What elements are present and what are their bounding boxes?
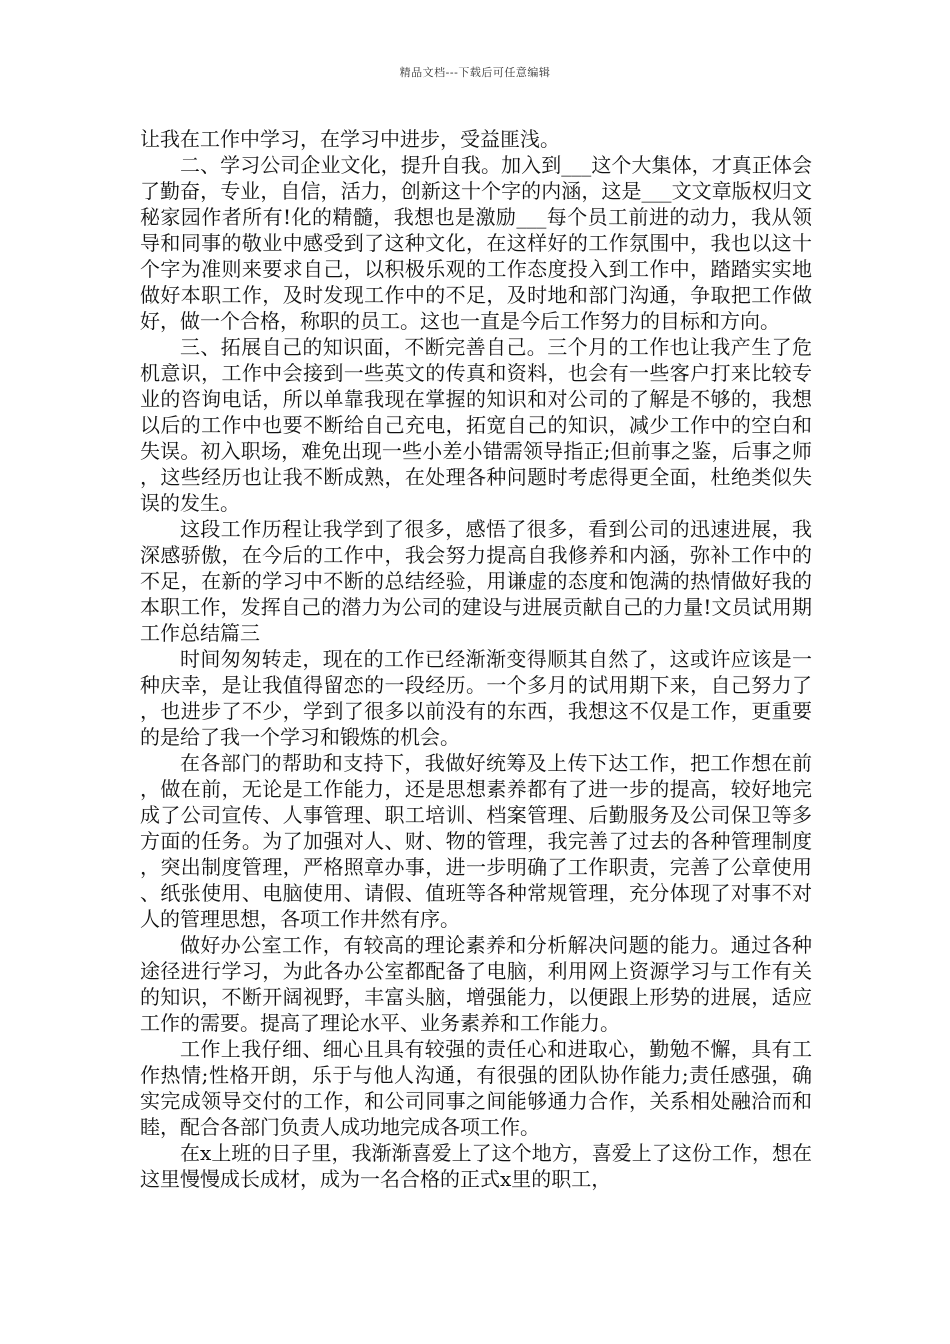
page-header: 精品文档---下载后可任意编辑 [399,66,551,79]
paragraph-5: 时间匆匆转走，现在的工作已经渐渐变得顺其自然了，这或许应该是一种庆幸，是让我值得留恋的一段经历。一个多月的试用期下来，自己努力了，也进步了不少，学到了很多以前没有的东西，我想这不仅是工作，更重要的是给了我一个学习和锻炼的机会。 [140,647,812,749]
paragraph-7: 做好办公室工作，有较高的理论素养和分析解决问题的能力。通过各种途径进行学习，为此各办公室都配备了电脑，利用网上资源学习与工作有关的知识，不断开阔视野，丰富头脑，增强能力，以便跟上形势的进展，适应工作的需要。提高了理论水平、业务素养和工作能力。 [140,933,812,1035]
paragraph-4: 这段工作历程让我学到了很多，感悟了很多，看到公司的迅速进展，我深感骄傲，在今后的工作中，我会努力提高自我修养和内涵，弥补工作中的不足，在新的学习中不断的总结经验，用谦虚的态度和饱满的热情做好我的本职工作，发挥自己的潜力为公司的建设与进展贡献自己的力量!文员试用期工作总结篇三 [140,517,812,645]
paragraph-2: 二、学习公司企业文化，提升自我。加入到___这个大集体，才真正体会了勤奋，专业，自信，活力，创新这十个字的内涵，这是___文文章版权归文秘家园作者所有!化的精髓，我想也是激励___每个员工前进的动力，我从领导和同事的敬业中感受到了这种文化，在这样好的工作氛围中，我也以这十个字为准则来要求自己，以积极乐观的工作态度投入到工作中，踏踏实实地做好本职工作，及时发现工作中的不足，及时地和部门沟通，争取把工作做好，做一个合格，称职的员工。这也一直是今后工作努力的目标和方向。 [140,153,812,333]
paragraph-1: 让我在工作中学习，在学习中进步，受益匪浅。 [140,127,560,151]
paragraph-9: 在x上班的日子里，我渐渐喜爱上了这个地方，喜爱上了这份工作，想在这里慢慢成长成材，成为一名合格的正式x里的职工， [140,1141,812,1191]
paragraph-3: 三、拓展自己的知识面，不断完善自己。三个月的工作也让我产生了危机意识，工作中会接到一些英文的传真和资料，也会有一些客户打来比较专业的咨询电话，所以单靠我现在掌握的知识和对公司的了解是不够的，我想以后的工作中也要不断给自己充电，拓宽自己的知识，减少工作中的空白和失误。初入职场，难免出现一些小差小错需领导指正;但前事之鉴，后事之师，这些经历也让我不断成熟，在处理各种问题时考虑得更全面，杜绝类似失误的发生。 [140,335,812,515]
document-body [140,126,812,1192]
paragraph-8: 工作上我仔细、细心且具有较强的责任心和进取心，勤勉不懈，具有工作热情;性格开朗，乐于与他人沟通，有很强的团队协作能力;责任感强，确实完成领导交付的工作，和公司同事之间能够通力合作，关系相处融洽而和睦，配合各部门负责人成功地完成各项工作。 [140,1037,812,1139]
paragraph-6: 在各部门的帮助和支持下，我做好统筹及上传下达工作，把工作想在前，做在前，无论是工作能力，还是思想素养都有了进一步的提高，较好地完成了公司宣传、人事管理、职工培训、档案管理、后勤服务及公司保卫等多方面的任务。为了加强对人、财、物的管理，我完善了过去的各种管理制度，突出制度管理，严格照章办事，进一步明确了工作职责，完善了公章使用、纸张使用、电脑使用、请假、值班等各种常规管理，充分体现了对事不对人的管理思想，各项工作井然有序。 [140,751,812,931]
